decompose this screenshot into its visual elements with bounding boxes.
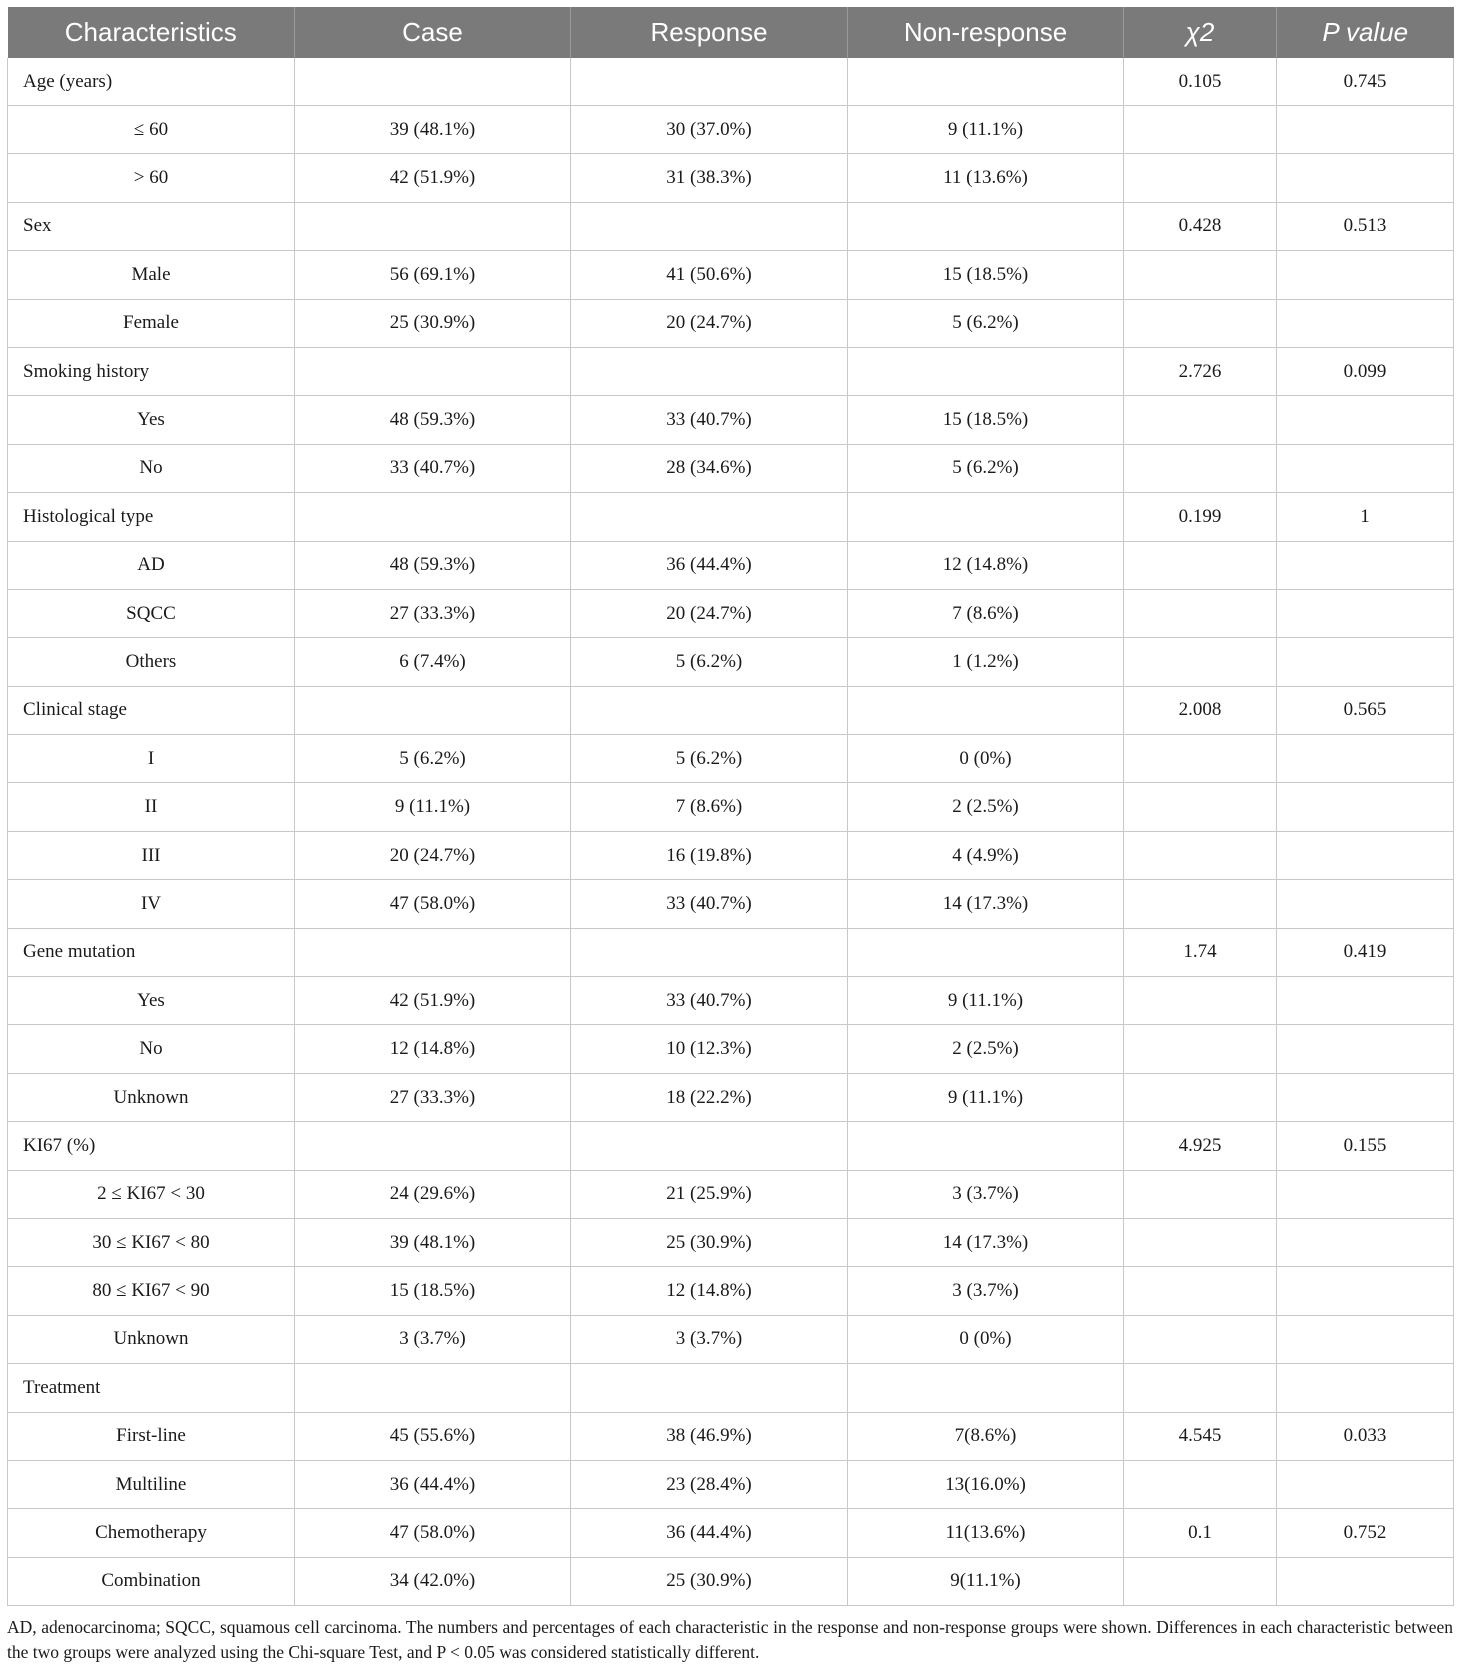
response-cell: 16 (19.8%) (571, 831, 848, 879)
characteristic-cell: Others (8, 638, 295, 686)
case-cell: 5 (6.2%) (295, 735, 571, 783)
case-cell: 24 (29.6%) (295, 1170, 571, 1218)
response-cell: 7 (8.6%) (571, 783, 848, 831)
case-cell: 27 (33.3%) (295, 589, 571, 637)
characteristic-cell: Sex (8, 202, 295, 250)
p-value-cell: 0.033 (1277, 1412, 1454, 1460)
response-cell: 31 (38.3%) (571, 154, 848, 202)
table-row (8, 1073, 1454, 1121)
non-response-cell: 0 (0%) (848, 1315, 1124, 1363)
characteristic-cell: 80 ≤ KI67 < 90 (8, 1267, 295, 1315)
p-value-cell: 0.752 (1277, 1509, 1454, 1557)
table-row (8, 1267, 1454, 1315)
characteristic-cell: Male (8, 251, 295, 299)
characteristic-cell: II (8, 783, 295, 831)
non-response-cell: 2 (2.5%) (848, 783, 1124, 831)
table-row (8, 1315, 1454, 1363)
case-cell: 9 (11.1%) (295, 783, 571, 831)
chi-square-cell (1124, 735, 1277, 783)
header-response: Response (571, 7, 848, 58)
characteristic-cell: III (8, 831, 295, 879)
characteristic-cell: Histological type (8, 493, 295, 541)
chi-square-cell: 0.428 (1124, 202, 1277, 250)
response-cell: 30 (37.0%) (571, 106, 848, 154)
header-p-value-label: P value (1322, 17, 1409, 47)
table-footnote: AD, adenocarcinoma; SQCC, squamous cell carcinoma. The numbers and percentages of each characteristic in the response and non-response groups were shown. Differences in each characteristic between the two groups were analyzed using the Chi-square Test, and P < 0.05 was considered statistically different. (7, 1617, 1453, 1662)
p-value-cell (1277, 106, 1454, 154)
table-row (8, 977, 1454, 1025)
chi-square-cell: 0.1 (1124, 1509, 1277, 1557)
p-value-cell (1277, 1025, 1454, 1073)
case-cell: 27 (33.3%) (295, 1073, 571, 1121)
p-value-cell (1277, 638, 1454, 686)
case-cell: 12 (14.8%) (295, 1025, 571, 1073)
p-value-cell (1277, 1218, 1454, 1266)
non-response-cell: 9(11.1%) (848, 1557, 1124, 1605)
chi-square-cell (1124, 831, 1277, 879)
non-response-cell: 5 (6.2%) (848, 299, 1124, 347)
characteristic-cell: Gene mutation (8, 928, 295, 976)
group-row (8, 202, 1454, 250)
group-row (8, 347, 1454, 395)
p-value-cell (1277, 1267, 1454, 1315)
characteristic-cell: Combination (8, 1557, 295, 1605)
non-response-cell: 15 (18.5%) (848, 396, 1124, 444)
p-value-cell (1277, 1557, 1454, 1605)
p-value-cell (1277, 444, 1454, 492)
group-row (8, 58, 1454, 106)
non-response-cell: 12 (14.8%) (848, 541, 1124, 589)
case-cell (295, 1364, 571, 1412)
non-response-cell: 13(16.0%) (848, 1460, 1124, 1508)
case-cell (295, 928, 571, 976)
characteristic-cell: Multiline (8, 1460, 295, 1508)
p-value-cell (1277, 154, 1454, 202)
characteristic-cell: No (8, 444, 295, 492)
group-row (8, 1364, 1454, 1412)
case-cell: 33 (40.7%) (295, 444, 571, 492)
non-response-cell: 4 (4.9%) (848, 831, 1124, 879)
non-response-cell: 2 (2.5%) (848, 1025, 1124, 1073)
header-non-response: Non-response (848, 7, 1124, 58)
response-cell: 21 (25.9%) (571, 1170, 848, 1218)
group-row (8, 928, 1454, 976)
chi-square-cell (1124, 638, 1277, 686)
response-cell: 20 (24.7%) (571, 589, 848, 637)
non-response-cell: 9 (11.1%) (848, 977, 1124, 1025)
non-response-cell (848, 493, 1124, 541)
non-response-cell: 15 (18.5%) (848, 251, 1124, 299)
non-response-cell: 1 (1.2%) (848, 638, 1124, 686)
chi-square-cell (1124, 783, 1277, 831)
chi-square-cell (1124, 444, 1277, 492)
response-cell: 25 (30.9%) (571, 1557, 848, 1605)
chi-square-cell (1124, 977, 1277, 1025)
case-cell: 3 (3.7%) (295, 1315, 571, 1363)
case-cell (295, 686, 571, 734)
table-row (8, 880, 1454, 928)
chi-square-cell: 2.726 (1124, 347, 1277, 395)
response-cell (571, 58, 848, 106)
response-cell (571, 686, 848, 734)
case-cell: 39 (48.1%) (295, 106, 571, 154)
response-cell: 23 (28.4%) (571, 1460, 848, 1508)
case-cell: 39 (48.1%) (295, 1218, 571, 1266)
non-response-cell: 5 (6.2%) (848, 444, 1124, 492)
p-value-cell (1277, 735, 1454, 783)
response-cell (571, 347, 848, 395)
case-cell: 56 (69.1%) (295, 251, 571, 299)
p-value-cell (1277, 1315, 1454, 1363)
non-response-cell (848, 347, 1124, 395)
p-value-cell (1277, 977, 1454, 1025)
chi-square-cell (1124, 299, 1277, 347)
characteristics-table (7, 7, 1454, 1606)
chi-square-cell: 0.199 (1124, 493, 1277, 541)
header-row (8, 7, 1454, 58)
table-body (8, 58, 1454, 1606)
table-row (8, 251, 1454, 299)
chi-square-cell (1124, 1267, 1277, 1315)
characteristic-cell: > 60 (8, 154, 295, 202)
case-cell: 48 (59.3%) (295, 396, 571, 444)
response-cell (571, 928, 848, 976)
p-value-cell (1277, 783, 1454, 831)
p-value-cell (1277, 589, 1454, 637)
p-value-cell: 0.419 (1277, 928, 1454, 976)
case-cell: 6 (7.4%) (295, 638, 571, 686)
p-value-cell (1277, 1460, 1454, 1508)
case-cell: 45 (55.6%) (295, 1412, 571, 1460)
characteristic-cell: AD (8, 541, 295, 589)
response-cell: 3 (3.7%) (571, 1315, 848, 1363)
p-value-cell (1277, 880, 1454, 928)
case-cell: 47 (58.0%) (295, 880, 571, 928)
non-response-cell: 9 (11.1%) (848, 1073, 1124, 1121)
characteristic-cell: SQCC (8, 589, 295, 637)
characteristic-cell: ≤ 60 (8, 106, 295, 154)
case-cell: 36 (44.4%) (295, 1460, 571, 1508)
response-cell: 10 (12.3%) (571, 1025, 848, 1073)
chi-square-cell (1124, 154, 1277, 202)
characteristic-cell: I (8, 735, 295, 783)
table-row (8, 1509, 1454, 1557)
table-row (8, 1460, 1454, 1508)
response-cell: 5 (6.2%) (571, 735, 848, 783)
case-cell: 25 (30.9%) (295, 299, 571, 347)
p-value-cell (1277, 299, 1454, 347)
table-row (8, 589, 1454, 637)
non-response-cell: 9 (11.1%) (848, 106, 1124, 154)
p-value-cell: 1 (1277, 493, 1454, 541)
case-cell: 20 (24.7%) (295, 831, 571, 879)
response-cell: 33 (40.7%) (571, 396, 848, 444)
non-response-cell (848, 1364, 1124, 1412)
characteristic-cell: Unknown (8, 1073, 295, 1121)
non-response-cell (848, 686, 1124, 734)
p-value-cell (1277, 396, 1454, 444)
characteristic-cell: Chemotherapy (8, 1509, 295, 1557)
table-row (8, 1557, 1454, 1605)
chi-square-cell (1124, 1025, 1277, 1073)
table-row (8, 1170, 1454, 1218)
p-value-cell: 0.099 (1277, 347, 1454, 395)
characteristic-cell: 2 ≤ KI67 < 30 (8, 1170, 295, 1218)
characteristic-cell: 30 ≤ KI67 < 80 (8, 1218, 295, 1266)
header-p-value (1277, 7, 1454, 58)
chi-square-cell: 4.545 (1124, 1412, 1277, 1460)
table-row (8, 1025, 1454, 1073)
p-value-cell: 0.565 (1277, 686, 1454, 734)
table-row (8, 106, 1454, 154)
case-cell (295, 202, 571, 250)
response-cell (571, 1364, 848, 1412)
p-value-cell (1277, 1170, 1454, 1218)
chi-square-cell: 0.105 (1124, 58, 1277, 106)
non-response-cell (848, 58, 1124, 106)
table-row (8, 299, 1454, 347)
chi-square-cell: 4.925 (1124, 1122, 1277, 1170)
p-value-cell (1277, 541, 1454, 589)
table-row (8, 783, 1454, 831)
response-cell: 33 (40.7%) (571, 880, 848, 928)
chi-square-cell: 2.008 (1124, 686, 1277, 734)
table-row (8, 444, 1454, 492)
non-response-cell: 3 (3.7%) (848, 1170, 1124, 1218)
group-row (8, 686, 1454, 734)
p-value-cell (1277, 831, 1454, 879)
case-cell (295, 493, 571, 541)
chi-square-cell (1124, 1460, 1277, 1508)
non-response-cell (848, 1122, 1124, 1170)
characteristic-cell: Yes (8, 977, 295, 1025)
non-response-cell (848, 202, 1124, 250)
characteristic-cell: Unknown (8, 1315, 295, 1363)
case-cell (295, 58, 571, 106)
response-cell: 25 (30.9%) (571, 1218, 848, 1266)
table-row (8, 396, 1454, 444)
case-cell: 15 (18.5%) (295, 1267, 571, 1315)
chi-square-cell (1124, 1557, 1277, 1605)
case-cell (295, 347, 571, 395)
p-value-cell: 0.745 (1277, 58, 1454, 106)
header-characteristics: Characteristics (8, 7, 295, 58)
non-response-cell: 14 (17.3%) (848, 1218, 1124, 1266)
chi-square-cell (1124, 541, 1277, 589)
response-cell (571, 1122, 848, 1170)
chi-square-cell (1124, 396, 1277, 444)
header-case: Case (295, 7, 571, 58)
table-header (8, 7, 1454, 58)
non-response-cell: 0 (0%) (848, 735, 1124, 783)
table-row (8, 1412, 1454, 1460)
response-cell: 38 (46.9%) (571, 1412, 848, 1460)
response-cell: 20 (24.7%) (571, 299, 848, 347)
case-cell: 42 (51.9%) (295, 977, 571, 1025)
p-value-cell: 0.513 (1277, 202, 1454, 250)
response-cell: 41 (50.6%) (571, 251, 848, 299)
non-response-cell: 14 (17.3%) (848, 880, 1124, 928)
header-chi-square (1124, 7, 1277, 58)
chi-square-cell (1124, 106, 1277, 154)
header-chi-square-label: χ2 (1185, 17, 1215, 47)
characteristic-cell: IV (8, 880, 295, 928)
response-cell (571, 202, 848, 250)
p-value-cell (1277, 1364, 1454, 1412)
characteristic-cell: KI67 (%) (8, 1122, 295, 1170)
chi-square-cell (1124, 251, 1277, 299)
chi-square-cell (1124, 1218, 1277, 1266)
response-cell: 5 (6.2%) (571, 638, 848, 686)
table-row (8, 831, 1454, 879)
response-cell (571, 493, 848, 541)
characteristic-cell: Treatment (8, 1364, 295, 1412)
table-row (8, 154, 1454, 202)
non-response-cell (848, 928, 1124, 976)
response-cell: 33 (40.7%) (571, 977, 848, 1025)
non-response-cell: 7 (8.6%) (848, 589, 1124, 637)
chi-square-cell (1124, 1315, 1277, 1363)
case-cell (295, 1122, 571, 1170)
non-response-cell: 7(8.6%) (848, 1412, 1124, 1460)
characteristic-cell: Yes (8, 396, 295, 444)
group-row (8, 493, 1454, 541)
case-cell: 34 (42.0%) (295, 1557, 571, 1605)
characteristic-cell: Age (years) (8, 58, 295, 106)
chi-square-cell (1124, 1170, 1277, 1218)
response-cell: 18 (22.2%) (571, 1073, 848, 1121)
response-cell: 36 (44.4%) (571, 541, 848, 589)
response-cell: 12 (14.8%) (571, 1267, 848, 1315)
characteristic-cell: First-line (8, 1412, 295, 1460)
table-row (8, 1218, 1454, 1266)
non-response-cell: 3 (3.7%) (848, 1267, 1124, 1315)
chi-square-cell (1124, 880, 1277, 928)
characteristic-cell: Clinical stage (8, 686, 295, 734)
response-cell: 36 (44.4%) (571, 1509, 848, 1557)
table-row (8, 541, 1454, 589)
chi-square-cell (1124, 1073, 1277, 1121)
table-row (8, 638, 1454, 686)
p-value-cell (1277, 251, 1454, 299)
chi-square-cell (1124, 1364, 1277, 1412)
characteristics-table-container (7, 7, 1453, 1606)
characteristic-cell: No (8, 1025, 295, 1073)
non-response-cell: 11 (13.6%) (848, 154, 1124, 202)
chi-square-cell: 1.74 (1124, 928, 1277, 976)
case-cell: 47 (58.0%) (295, 1509, 571, 1557)
chi-square-cell (1124, 589, 1277, 637)
characteristic-cell: Female (8, 299, 295, 347)
characteristic-cell: Smoking history (8, 347, 295, 395)
response-cell: 28 (34.6%) (571, 444, 848, 492)
case-cell: 42 (51.9%) (295, 154, 571, 202)
p-value-cell: 0.155 (1277, 1122, 1454, 1170)
p-value-cell (1277, 1073, 1454, 1121)
case-cell: 48 (59.3%) (295, 541, 571, 589)
table-row (8, 735, 1454, 783)
group-row (8, 1122, 1454, 1170)
non-response-cell: 11(13.6%) (848, 1509, 1124, 1557)
